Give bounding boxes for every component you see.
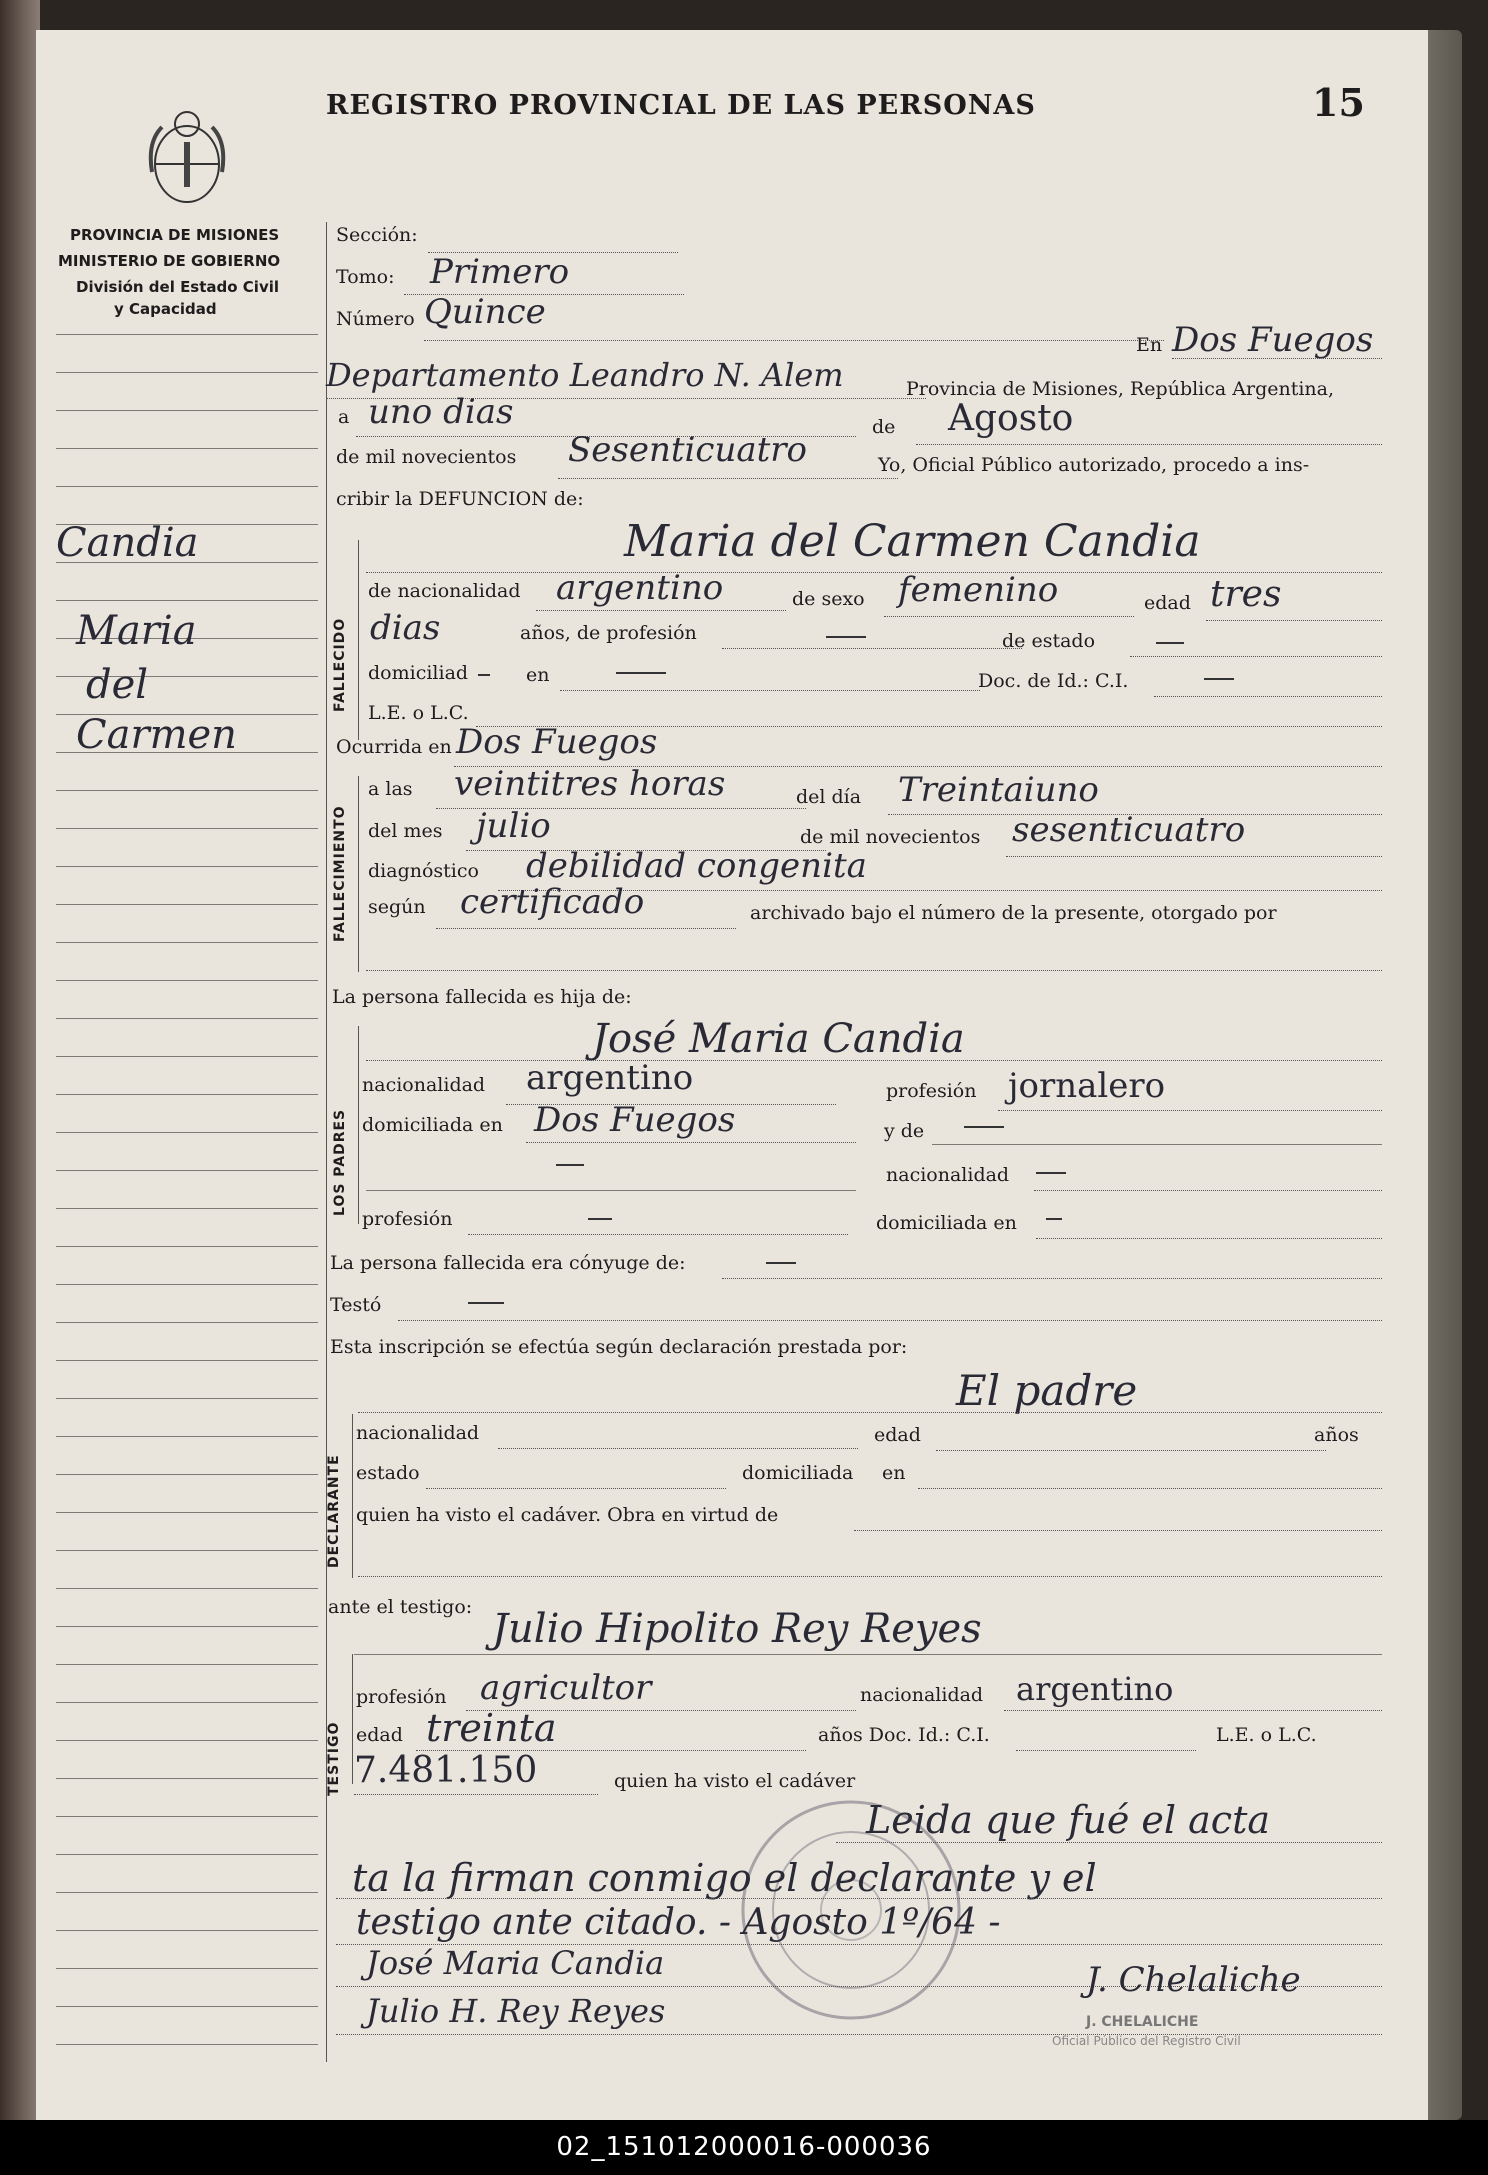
fallecimiento-section-label: FALLECIMIENTO	[332, 805, 348, 942]
line	[336, 1898, 1382, 1899]
line	[936, 1450, 1326, 1451]
dia-value: uno dias	[368, 392, 514, 432]
line	[1036, 1238, 1382, 1239]
blank-dash	[826, 636, 866, 638]
margin-rule	[56, 1360, 318, 1361]
margin-rule	[56, 334, 318, 335]
testigo-ci-value: 7.481.150	[354, 1750, 538, 1791]
tomo-label: Tomo:	[336, 266, 395, 288]
anos-label: años, de profesión	[520, 622, 697, 644]
margin-rule	[56, 904, 318, 905]
line	[558, 478, 898, 479]
document-page	[36, 30, 1428, 2120]
margin-rule	[56, 1398, 318, 1399]
domicilio-en-label: en	[526, 664, 550, 686]
blank-dash	[616, 672, 666, 674]
declarante-anos-label: años	[1314, 1424, 1359, 1446]
line	[398, 1320, 1382, 1321]
sexo-value: femenino	[898, 570, 1059, 610]
yo-text: Yo, Oficial Público autorizado, procedo a ins-	[878, 454, 1310, 476]
line	[1172, 358, 1382, 359]
edad-label: edad	[1144, 592, 1191, 614]
padres-prof-value: jornalero	[1008, 1066, 1166, 1106]
margin-rule	[56, 866, 318, 867]
margin-rule	[56, 486, 318, 487]
mes-value: julio	[476, 806, 551, 846]
closing-line: Leida que fué el acta	[866, 1798, 1270, 1842]
blank-dash	[1036, 1172, 1066, 1174]
line	[536, 610, 786, 611]
margin-rule	[56, 410, 318, 411]
blank-dash	[1204, 678, 1234, 680]
line	[498, 1448, 858, 1449]
testigo-edad-label: edad	[356, 1724, 403, 1746]
section-bar	[358, 1026, 359, 1224]
testigo-edad-value: treinta	[426, 1706, 557, 1750]
blank-dash	[766, 1262, 796, 1264]
section-bar	[352, 1654, 353, 1784]
testo-label: Testó	[330, 1294, 382, 1316]
tomo-value: Primero	[430, 252, 570, 292]
dia-value: Treintaiuno	[898, 770, 1099, 810]
testigo-name: Julio Hipolito Rey Reyes	[492, 1606, 982, 1652]
line	[366, 1190, 856, 1191]
declarante-section-label: DECLARANTE	[326, 1454, 342, 1568]
anio-value: sesenticuatro	[1012, 810, 1246, 850]
diag-value: debilidad congenita	[526, 846, 867, 886]
padres-prof2-label: profesión	[362, 1208, 453, 1230]
ocurrida-value: Dos Fuegos	[456, 722, 658, 762]
mes-value: Agosto	[948, 398, 1074, 439]
margin-rule	[56, 1284, 318, 1285]
testigo-visto-text: quien ha visto el cadáver	[614, 1770, 856, 1792]
margin-rule	[56, 790, 318, 791]
section-bar	[358, 540, 359, 740]
blank-dash	[1046, 1218, 1062, 1220]
line	[526, 1142, 856, 1143]
margin-rule	[56, 1550, 318, 1551]
margin-rule	[56, 1018, 318, 1019]
line	[426, 1488, 726, 1489]
margin-rule	[56, 1512, 318, 1513]
org-line: División del Estado Civil	[76, 278, 280, 296]
margin-rule	[56, 828, 318, 829]
en-value: Dos Fuegos	[1172, 320, 1374, 360]
margin-note: del	[86, 662, 149, 708]
padres-nac-label: nacionalidad	[362, 1074, 486, 1096]
blank-dash	[1156, 642, 1184, 644]
margin-rule	[56, 1930, 318, 1931]
margin-rule	[56, 1854, 318, 1855]
margin-rule	[56, 1436, 318, 1437]
padres-nac2-label: nacionalidad	[886, 1164, 1010, 1186]
diag-label: diagnóstico	[368, 860, 479, 882]
de-label: de	[872, 416, 896, 438]
line	[358, 1412, 1382, 1413]
official-name: J. CHELALICHE	[1086, 2014, 1199, 2030]
margin-rule	[56, 1778, 318, 1779]
padres-section-label: LOS PADRES	[332, 1108, 348, 1216]
section-bar	[358, 776, 359, 972]
provincia-text: Provincia de Misiones, República Argentina,	[906, 378, 1335, 400]
doc-label: Doc. de Id.: C.I.	[978, 670, 1129, 692]
org-line: PROVINCIA DE MISIONES	[70, 226, 280, 244]
line	[354, 1794, 598, 1795]
line	[884, 616, 1134, 617]
ocurrida-label: Ocurrida en	[336, 736, 452, 758]
padres-dom-value: Dos Fuegos	[534, 1100, 736, 1140]
line	[836, 1842, 1382, 1843]
line	[854, 1530, 1382, 1531]
padres-yde-label: y de	[884, 1120, 925, 1142]
segun-label: según	[368, 896, 426, 918]
margin-rule	[56, 1208, 318, 1209]
inscribir-text: cribir la DEFUNCION de:	[336, 488, 584, 510]
line	[560, 690, 980, 691]
anio-value: Sesenticuatro	[568, 430, 808, 470]
line	[1206, 620, 1382, 621]
blank-dash	[556, 1164, 584, 1166]
line	[358, 1576, 1382, 1577]
page-title: REGISTRO PROVINCIAL DE LAS PERSONAS	[326, 90, 1036, 121]
line	[722, 1278, 1382, 1279]
blank-dash	[964, 1126, 1004, 1128]
declarante-name: El padre	[956, 1366, 1138, 1415]
numero-label: Número	[336, 308, 415, 330]
image-caption: 02_151012000016-000036	[0, 2120, 1488, 2175]
margin-rule	[56, 1132, 318, 1133]
official-signature: J. Chelaliche	[1086, 1960, 1301, 2000]
testigo-ante-label: ante el testigo:	[328, 1596, 473, 1618]
numero-value: Quince	[424, 292, 546, 332]
margin-rule	[56, 1094, 318, 1095]
closing-line: ta la firman conmigo el declarante y el	[352, 1856, 1097, 1900]
line	[918, 1488, 1382, 1489]
domicilio-label: domiciliad	[368, 662, 469, 684]
margin-rule	[56, 1170, 318, 1171]
line	[932, 1144, 1382, 1145]
margin-rule	[56, 1892, 318, 1893]
estado-label: de estado	[1002, 630, 1096, 652]
mil-label: de mil novecientos	[336, 446, 517, 468]
margin-rule	[56, 1056, 318, 1057]
edad-unit-value: dias	[370, 608, 441, 648]
line	[424, 340, 1164, 341]
declarante-edad-label: edad	[874, 1424, 921, 1446]
section-bar	[352, 1414, 353, 1578]
page-number: 15	[1312, 80, 1365, 125]
line	[1016, 1750, 1196, 1751]
blank-dash	[468, 1302, 504, 1304]
line	[1034, 1190, 1382, 1191]
coat-of-arms-icon	[142, 102, 232, 212]
line	[1006, 856, 1382, 857]
margin-rule	[56, 1246, 318, 1247]
fallecido-section-label: FALLECIDO	[332, 617, 348, 712]
margin-note: Carmen	[76, 712, 237, 758]
line	[436, 928, 736, 929]
closing-line: testigo ante citado. - Agosto 1º/64 -	[356, 1902, 1001, 1943]
line	[916, 444, 1382, 445]
margin-rule	[56, 1740, 318, 1741]
line	[1130, 656, 1382, 657]
padres-dom-label: domiciliada en	[362, 1114, 503, 1136]
line	[366, 970, 1382, 971]
nacionalidad-value: argentino	[556, 568, 724, 608]
margin-rule	[56, 1588, 318, 1589]
margin-rule	[56, 980, 318, 981]
margin-note: Maria	[76, 608, 197, 654]
padres-nac-value: argentino	[526, 1058, 694, 1098]
blank-dash	[588, 1218, 612, 1220]
en-label: En	[1136, 334, 1163, 356]
blank-dash	[478, 674, 490, 676]
edad-value: tres	[1210, 574, 1282, 615]
margin-rule	[56, 1474, 318, 1475]
nacionalidad-label: de nacionalidad	[368, 580, 521, 602]
declarante-visto-text: quien ha visto el cadáver. Obra en virtud de	[356, 1504, 779, 1526]
archivado-text: archivado bajo el número de la presente, otorgado por	[750, 902, 1277, 924]
testigo-prof-label: profesión	[356, 1686, 447, 1708]
margin-rule	[56, 1322, 318, 1323]
testigo-prof-value: agricultor	[480, 1668, 652, 1708]
declarante-signature: José Maria Candia	[366, 1944, 665, 1982]
declarante-estado-label: estado	[356, 1462, 420, 1484]
testigo-doc-label: años Doc. Id.: C.I.	[818, 1724, 990, 1746]
delmes-label: del mes	[368, 820, 443, 842]
sexo-label: de sexo	[792, 588, 865, 610]
margin-rule	[56, 600, 318, 601]
org-line: y Capacidad	[114, 300, 217, 318]
segun-value: certificado	[460, 882, 645, 922]
org-line: MINISTERIO DE GOBIERNO	[58, 252, 281, 270]
declarante-nac-label: nacionalidad	[356, 1422, 480, 1444]
margin-rule	[56, 1702, 318, 1703]
margin-rule	[56, 1626, 318, 1627]
line	[468, 1234, 848, 1235]
departamento-value: Departamento Leandro N. Alem	[326, 356, 844, 394]
conyuge-label: La persona fallecida era cónyuge de:	[330, 1252, 686, 1274]
le-label: L.E. o L.C.	[368, 702, 469, 724]
line	[366, 572, 1382, 573]
margin-rule	[56, 2006, 318, 2007]
padres-dom2-label: domiciliada en	[876, 1212, 1017, 1234]
padres-intro: La persona fallecida es hija de:	[332, 986, 632, 1008]
declarante-en-label: en	[882, 1462, 906, 1484]
padres-prof-label: profesión	[886, 1080, 977, 1102]
testigo-nac-value: argentino	[1016, 1670, 1174, 1708]
seccion-label: Sección:	[336, 224, 418, 246]
line	[998, 1110, 1382, 1111]
margin-note: Candia	[56, 520, 199, 566]
official-title: Oficial Público del Registro Civil	[1052, 2034, 1241, 2048]
testigo-nac-label: nacionalidad	[860, 1684, 984, 1706]
book-spine	[0, 0, 40, 2120]
padre-value: José Maria Candia	[592, 1016, 965, 1062]
deldia-label: del día	[796, 786, 862, 808]
alas-label: a las	[368, 778, 413, 800]
margin-rule	[56, 372, 318, 373]
a-label: a	[338, 406, 350, 428]
mil-label: de mil novecientos	[800, 826, 981, 848]
margin-rule	[56, 448, 318, 449]
margin-rule	[56, 942, 318, 943]
line	[354, 1654, 1382, 1655]
inscripcion-text: Esta inscripción se efectúa según declaración prestada por:	[330, 1336, 908, 1358]
margin-rule	[56, 1664, 318, 1665]
line	[366, 1060, 1382, 1061]
line	[722, 648, 1022, 649]
hora-value: veintitres horas	[454, 764, 726, 804]
line	[1154, 696, 1382, 697]
testigo-section-label: TESTIGO	[326, 1721, 342, 1796]
margin-rule	[56, 2044, 318, 2045]
fallecido-name: Maria del Carmen Candia	[624, 516, 1201, 567]
testigo-le-label: L.E. o L.C.	[1216, 1724, 1317, 1746]
line	[1004, 1710, 1382, 1711]
testigo-signature: Julio H. Rey Reyes	[366, 1992, 666, 2030]
margin-rule	[56, 1816, 318, 1817]
margin-rule	[56, 1968, 318, 1969]
declarante-dom-label: domiciliada	[742, 1462, 854, 1484]
